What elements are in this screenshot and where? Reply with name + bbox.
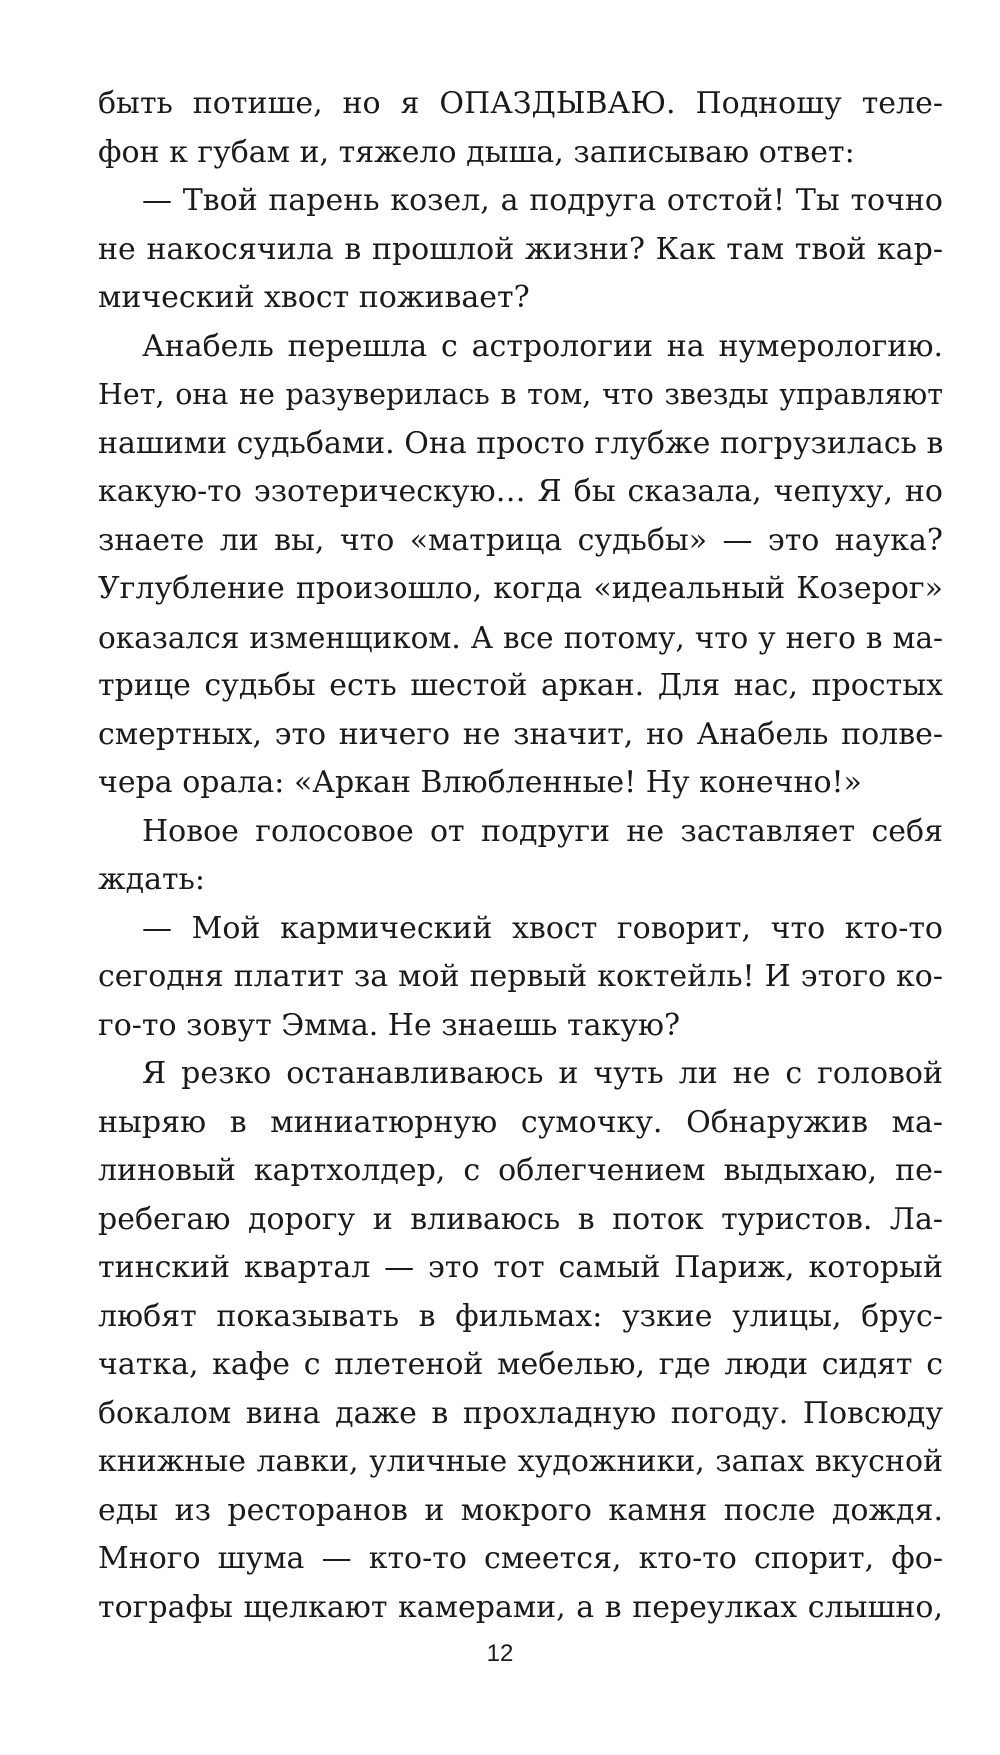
text-line: — Мой кармический хвост говорит, что кто-то (142, 910, 943, 946)
text-line: сегодня платит за мой первый коктейль! И этого ко- (98, 959, 943, 994)
text-line: Анабель перешла с астрологии на нумерологию. (142, 328, 943, 364)
text-line: бокалом вина даже в прохладную погоду. Повсюду (98, 1395, 943, 1431)
text-line: книжные лавки, уличные художники, запах вкусной (98, 1444, 943, 1479)
text-line: знаете ли вы, что «матрица судьбы» — это наука? (98, 522, 943, 558)
text-line: го-то зовут Эмма. Не знаешь такую? (98, 1007, 681, 1043)
text-line: нашими судьбами. Она просто глубже погрузилась в (98, 425, 944, 461)
text-line: ребегаю дорогу и вливаюсь в поток туристов. Ла- (98, 1201, 943, 1237)
text-line: еды из ресторанов и мокрого камня после дождя. (98, 1492, 943, 1528)
page-body (98, 80, 943, 1632)
text-line: линовый картхолдер, с облегчением выдыхаю, пе- (98, 1153, 943, 1188)
page-number: 12 (486, 1640, 514, 1667)
text-line: любят показывать в фильмах: узкие улицы, брус- (98, 1298, 943, 1334)
text-line: Углубление произошло, когда «идеальный Козерог» (98, 571, 943, 606)
text-line: быть потише, но я ОПАЗДЫВАЮ. Подношу теле- (98, 86, 943, 121)
text-line: тинский квартал — это тот самый Париж, который (98, 1250, 943, 1285)
text-line: Много шума — кто-то смеется, кто-то спорит, фо- (98, 1541, 943, 1576)
text-line: ждать: (98, 862, 205, 897)
text-line: трице судьбы есть шестой аркан. Для нас, простых (98, 668, 943, 703)
text-line: мический хвост поживает? (98, 280, 530, 315)
text-line: — Твой парень козел, а подруга отстой! Ты точно (142, 183, 943, 218)
text-line: чера орала: «Аркан Влюбленные! Ну конечно!» (98, 765, 862, 800)
text-line: тографы щелкают камерами, а в переулках слышно, (98, 1589, 943, 1625)
text-line: какую-то эзотерическую… Я бы сказала, чепуху, но (98, 474, 943, 509)
text-line: Я резко останавливаюсь и чуть ли не с головой (142, 1056, 943, 1091)
text-line: фон к губам и, тяжело дыша, записываю ответ: (98, 134, 855, 170)
text-line: ныряю в миниатюрную сумочку. Обнаружив ма- (98, 1104, 943, 1140)
text-line: смертных, это ничего не значит, но Анабель полве- (98, 716, 943, 752)
text-line: не накосячила в прошлой жизни? Как там твой кар- (98, 231, 943, 267)
text-line: Новое голосовое от подруги не заставляет себя (142, 813, 943, 849)
text-line: оказался изменщиком. А все потому, что у него в ма- (98, 620, 943, 655)
text-line: Нет, она не разуверилась в том, что звезды управляют (98, 378, 943, 411)
text-line: чатка, кафе с плетеной мебелью, где люди сидят с (98, 1347, 943, 1382)
